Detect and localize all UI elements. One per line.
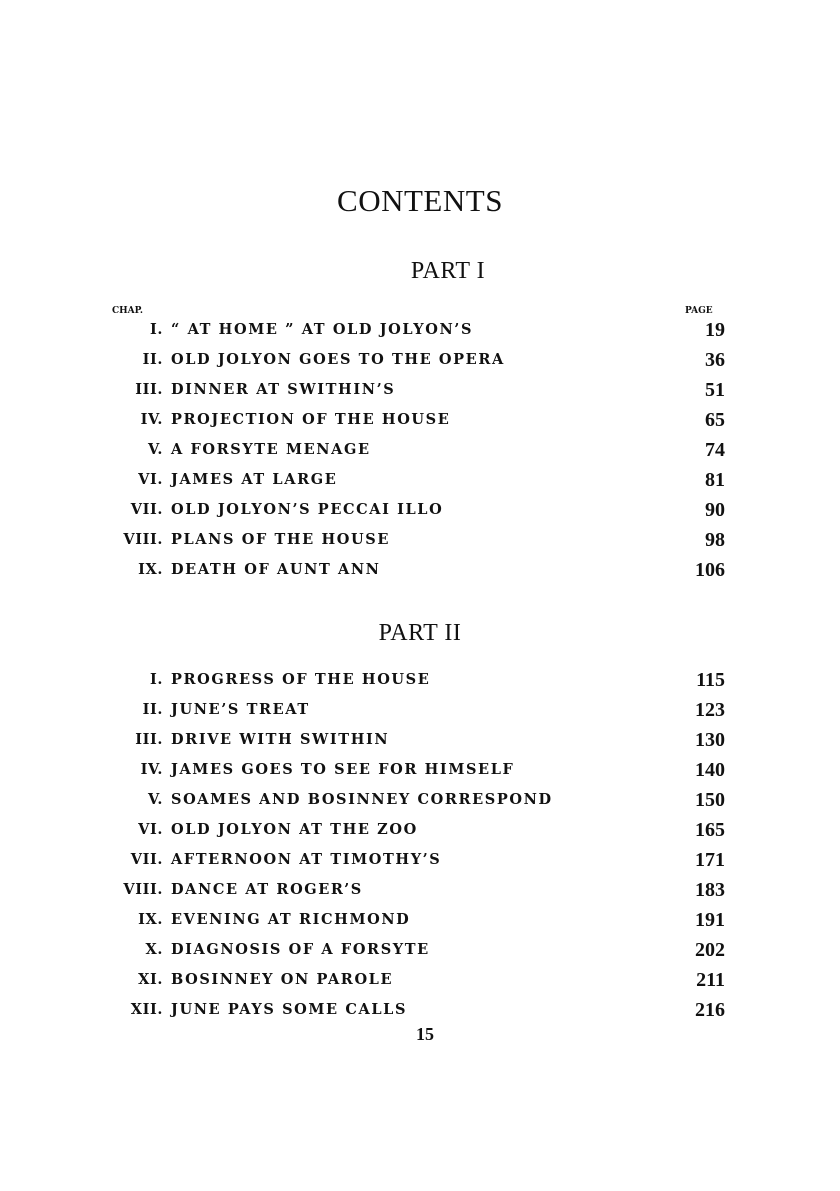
- chapter-number: I.: [149, 671, 163, 688]
- chapter-title: DEATH OF AUNT ANN: [171, 561, 381, 578]
- chapter-page-number: 130: [695, 729, 725, 751]
- chapter-page-number: 140: [695, 759, 725, 781]
- chapter-page-number: 98: [705, 529, 725, 551]
- chapter-title: DRIVE WITH SWITHIN: [171, 731, 390, 748]
- toc-entry: [0, 407, 840, 437]
- chapter-title: “ AT HOME ” AT OLD JOLYON’S: [171, 321, 474, 338]
- toc-entry: [0, 967, 840, 997]
- page-column-header: PAGE: [685, 306, 713, 316]
- toc-entry: [0, 727, 840, 757]
- chapter-title: DANCE AT ROGER’S: [171, 881, 363, 898]
- part-2-heading: PART II: [378, 620, 462, 646]
- chapter-number: XII.: [130, 1001, 163, 1018]
- toc-entry: [0, 757, 840, 787]
- chapter-title: DINNER AT SWITHIN’S: [171, 381, 396, 398]
- toc-entry: [0, 817, 840, 847]
- chapter-number: VI.: [138, 821, 163, 838]
- toc-entry: [0, 557, 840, 587]
- chapter-page-number: 74: [705, 439, 725, 461]
- chapter-title: JUNE’S TREAT: [171, 701, 310, 718]
- chapter-number: X.: [145, 941, 163, 958]
- chapter-number: VI.: [138, 471, 163, 488]
- chapter-number: V.: [148, 441, 163, 458]
- toc-entry: [0, 847, 840, 877]
- toc-entry: [0, 377, 840, 407]
- chapter-number: III.: [135, 731, 163, 748]
- chapter-page-number: 171: [695, 849, 725, 871]
- chapter-number: I.: [149, 321, 163, 338]
- toc-entry: [0, 497, 840, 527]
- chapter-page-number: 123: [695, 699, 725, 721]
- chapter-title: A FORSYTE MENAGE: [171, 441, 371, 458]
- chapter-title: JUNE PAYS SOME CALLS: [171, 1001, 408, 1018]
- part-2-chapter-list: [0, 667, 840, 1027]
- chapter-number: IV.: [140, 411, 163, 428]
- chapter-page-number: 19: [705, 319, 725, 341]
- chapter-title: OLD JOLYON’S PECCAI ILLO: [171, 501, 444, 518]
- chapter-title: PLANS OF THE HOUSE: [171, 531, 390, 548]
- chapter-number: II.: [142, 701, 163, 718]
- toc-entry: [0, 697, 840, 727]
- chapter-page-number: 81: [705, 469, 725, 491]
- chapter-page-number: 216: [695, 999, 725, 1021]
- chapter-number: VIII.: [123, 531, 163, 548]
- chapter-title: OLD JOLYON AT THE ZOO: [171, 821, 418, 838]
- chapter-number: IX.: [138, 911, 163, 928]
- chapter-number: XI.: [138, 971, 163, 988]
- chapter-page-number: 150: [695, 789, 725, 811]
- chapter-title: BOSINNEY ON PAROLE: [171, 971, 394, 988]
- chapter-page-number: 115: [696, 669, 725, 691]
- toc-entry: [0, 467, 840, 497]
- toc-entry: [0, 667, 840, 697]
- toc-entry: [0, 997, 840, 1027]
- chapter-number: II.: [142, 351, 163, 368]
- chapter-page-number: 211: [696, 969, 725, 991]
- chapter-page-number: 191: [695, 909, 725, 931]
- chapter-title: AFTERNOON AT TIMOTHY’S: [171, 851, 442, 868]
- toc-entry: [0, 317, 840, 347]
- chap-column-header: CHAP.: [112, 306, 144, 316]
- chapter-number: IX.: [138, 561, 163, 578]
- chapter-page-number: 106: [695, 559, 725, 581]
- chapter-title: DIAGNOSIS OF A FORSYTE: [171, 941, 430, 958]
- toc-entry: [0, 437, 840, 467]
- chapter-number: IV.: [140, 761, 163, 778]
- chapter-title: JAMES AT LARGE: [171, 471, 338, 488]
- toc-entry: [0, 347, 840, 377]
- toc-entry: [0, 787, 840, 817]
- chapter-page-number: 51: [705, 379, 725, 401]
- chapter-page-number: 65: [705, 409, 725, 431]
- chapter-title: EVENING AT RICHMOND: [171, 911, 411, 928]
- page-title: CONTENTS: [337, 183, 503, 218]
- toc-entry: [0, 937, 840, 967]
- chapter-page-number: 90: [705, 499, 725, 521]
- chapter-number: V.: [148, 791, 163, 808]
- chapter-title: SOAMES AND BOSINNEY CORRESPOND: [171, 791, 553, 808]
- part-1-heading: PART I: [410, 258, 486, 284]
- chapter-page-number: 183: [695, 879, 725, 901]
- chapter-number: III.: [135, 381, 163, 398]
- chapter-number: VIII.: [123, 881, 163, 898]
- chapter-title: JAMES GOES TO SEE FOR HIMSELF: [171, 761, 515, 778]
- chapter-page-number: 36: [705, 349, 725, 371]
- page-number: 15: [416, 1024, 434, 1044]
- chapter-page-number: 202: [695, 939, 725, 961]
- chapter-title: OLD JOLYON GOES TO THE OPERA: [171, 351, 505, 368]
- chapter-title: PROJECTION OF THE HOUSE: [171, 411, 451, 428]
- part-1-chapter-list: [0, 317, 840, 587]
- toc-entry: [0, 877, 840, 907]
- chapter-number: VII.: [130, 501, 163, 518]
- chapter-title: PROGRESS OF THE HOUSE: [171, 671, 431, 688]
- toc-entry: [0, 527, 840, 557]
- toc-entry: [0, 907, 840, 937]
- chapter-number: VII.: [130, 851, 163, 868]
- chapter-page-number: 165: [695, 819, 725, 841]
